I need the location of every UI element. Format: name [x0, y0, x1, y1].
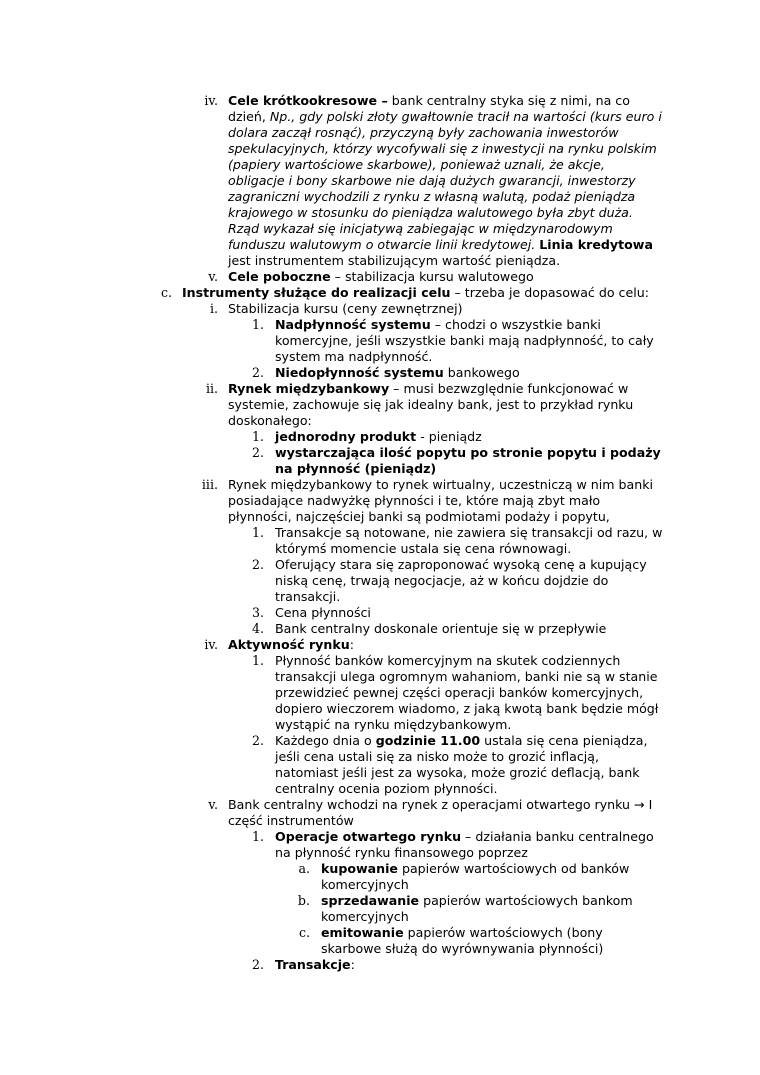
- list-number: 4.: [251, 621, 264, 636]
- text-line: natomiast jeśli jest za wysoka, może grozić deflacją, bank: [275, 765, 640, 780]
- term-heading: Nadpłynność systemu: [275, 317, 431, 332]
- list-number: 2.: [251, 557, 264, 572]
- example-text: obligacje i bony skarbowe nie dają dużych gwarancji, inwestorzy: [228, 173, 636, 188]
- list-number: c.: [160, 285, 172, 300]
- text-line: [275, 957, 355, 973]
- list-number: ii.: [205, 381, 218, 396]
- example-text: (papiery wartościowe skarbowe), ponieważ uznali, że akcje,: [228, 157, 605, 172]
- term-heading: jednorodny produkt: [275, 429, 417, 444]
- text-line: [321, 893, 633, 909]
- term-heading: godzinie 11.00: [375, 733, 481, 748]
- text-line: centralny ocenia poziom płynności.: [275, 781, 498, 796]
- text-run: Każdego dnia o: [275, 733, 376, 748]
- text-line: Rynek międzybankowy to rynek wirtualny, uczestniczą w nim banki: [228, 477, 654, 492]
- text-line: Płynność banków komercyjnym na skutek codziennych: [275, 653, 621, 668]
- text-line: [275, 429, 482, 445]
- text-line: [182, 285, 649, 301]
- text-run: ustala się cena pieniądza,: [480, 733, 648, 748]
- text-line: Transakcje są notowane, nie zawiera się transakcji od razu, w: [275, 525, 663, 540]
- text-line: jeśli cena ustali się za nisko może to grozić inflacją,: [275, 749, 600, 764]
- list-letter: c.: [298, 925, 310, 940]
- text-line: komercyjnych: [321, 909, 409, 924]
- text-line: posiadające nadwyżkę płynności i te, które mają zbyt mało: [228, 493, 601, 508]
- text-line: komercyjne, jeśli wszystkie banki mają nadpłynność, to cały: [275, 333, 654, 348]
- list-number: 1.: [251, 317, 264, 332]
- example-text: spekulacyjnych, którzy wycofywali się z inwestycji na rynku polskim: [228, 141, 657, 156]
- term-heading: na płynność (pieniądz): [275, 461, 437, 476]
- text-line: [275, 317, 601, 333]
- term-heading: Rynek międzybankowy: [228, 381, 390, 396]
- text-line: dopiero wieczorem wiadomo, z jaką kwotą bank będzie mógł: [275, 701, 659, 716]
- list-letter: a.: [298, 861, 310, 876]
- term-heading: Aktywność rynku: [228, 637, 350, 652]
- text-line: niską cenę, trwają negocjacje, aż w końcu dojdzie do: [275, 573, 609, 588]
- text-line: transakcji ulega ogromnym wahaniom, banki nie są w stanie: [275, 669, 658, 684]
- text-line: [275, 733, 647, 749]
- term-heading: kupowanie: [321, 861, 398, 876]
- text-run: – musi bezwzględnie funkcjonować w: [389, 381, 629, 396]
- list-number: 2.: [251, 957, 264, 972]
- text-line: na płynność rynku finansowego poprzez: [275, 845, 528, 860]
- term-heading: wystarczająca ilość popytu po stronie popytu i podaży: [275, 445, 661, 460]
- text-line: [228, 637, 354, 653]
- text-line: Stabilizacja kursu (ceny zewnętrznej): [228, 301, 463, 316]
- text-run: papierów wartościowych od banków: [397, 861, 630, 876]
- text-line: [228, 93, 630, 109]
- text-line: system ma nadpłynność.: [275, 349, 433, 364]
- text-line: [228, 269, 534, 285]
- list-number: 1.: [251, 829, 264, 844]
- example-text: funduszu walutowym o otwarcie linii kredytowej.: [228, 237, 536, 252]
- text-line: część instrumentów: [228, 813, 354, 828]
- text-run: bankowego: [443, 365, 520, 380]
- text-run: - pieniądz: [416, 429, 482, 444]
- list-number: v.: [208, 269, 218, 284]
- text-line: [321, 861, 629, 877]
- text-line: [275, 365, 520, 381]
- list-number: iii.: [201, 477, 218, 492]
- text-line: [228, 109, 662, 125]
- text-line: Oferujący stara się zaproponować wysoką cenę a kupujący: [275, 557, 647, 572]
- list-number: 1.: [251, 429, 264, 444]
- list-number: 2.: [251, 445, 264, 460]
- example-text: krajowego w stosunku do pieniądza walutowego była zbyt duża.: [228, 205, 633, 220]
- term-heading: Transakcje: [275, 957, 351, 972]
- text-run: – trzeba je dopasować do celu:: [450, 285, 649, 300]
- example-text: dolara zaczął rosnąć), przyczyną były zachowania inwestorów: [228, 125, 619, 140]
- list-number: i.: [209, 301, 218, 316]
- text-run: – działania banku centralnego: [461, 829, 654, 844]
- list-letter: b.: [297, 893, 310, 908]
- term-heading: Cele krótkookresowe –: [228, 93, 388, 108]
- text-line: doskonałego:: [228, 413, 312, 428]
- text-run: :: [349, 637, 354, 652]
- list-number: 2.: [251, 365, 264, 380]
- list-number: 2.: [251, 733, 264, 748]
- list-number: iv.: [204, 637, 218, 652]
- text-line: [321, 925, 603, 941]
- list-number: v.: [208, 797, 218, 812]
- text-run: – stabilizacja kursu walutowego: [330, 269, 534, 284]
- term-heading: sprzedawanie: [321, 893, 420, 908]
- text-line: Bank centralny doskonale orientuje się w przepływie: [275, 621, 607, 636]
- text-run: – chodzi o wszystkie banki: [430, 317, 601, 332]
- text-line: komercyjnych: [321, 877, 409, 892]
- text-line: Cena płynności: [275, 605, 371, 620]
- list-number: iv.: [204, 93, 218, 108]
- text-run: papierów wartościowych (bony: [403, 925, 603, 940]
- example-text: Np., gdy polski złoty gwałtownie tracił na wartości (kurs euro i: [269, 109, 662, 124]
- term-heading: Operacje otwartego rynku: [275, 829, 462, 844]
- text-run: dzień,: [228, 109, 270, 124]
- text-line: wystąpić na rynku międzybankowym.: [275, 717, 512, 732]
- text-run: bank centralny styka się z nimi, na co: [387, 93, 630, 108]
- list-number: 3.: [251, 605, 264, 620]
- term-heading: Cele poboczne: [228, 269, 331, 284]
- list-number: 1.: [251, 525, 264, 540]
- term-heading: Linia kredytowa: [539, 237, 653, 252]
- text-line: którymś momencie ustala się cena równowagi.: [275, 541, 572, 556]
- section-heading: Instrumenty służące do realizacji celu: [182, 285, 451, 300]
- term-heading: Niedopłynność systemu: [275, 365, 444, 380]
- text-line: jest instrumentem stabilizującym wartość pieniądza.: [228, 253, 561, 268]
- text-line: systemie, zachowuje się jak idealny bank, jest to przykład rynku: [228, 397, 634, 412]
- text-line: przewidzieć pewnej części operacji banków komercyjnych,: [275, 685, 644, 700]
- text-line: [275, 829, 654, 845]
- text-line: skarbowe służą do wyrównywania płynności): [321, 941, 604, 956]
- example-text: zagraniczni wychodzili z rynku z własną walutą, podaż pieniądza: [228, 189, 636, 204]
- example-text: Rząd wykazał się inicjatywą zabiegając w międzynarodowym: [228, 221, 613, 236]
- text-run: :: [350, 957, 355, 972]
- text-line: płynności, najczęściej banki są podmiotami podaży i popytu,: [228, 509, 610, 524]
- term-heading: emitowanie: [321, 925, 404, 940]
- text-line: [228, 237, 653, 253]
- list-number: 1.: [251, 653, 264, 668]
- text-run: papierów wartościowych bankom: [419, 893, 633, 908]
- text-line: [228, 381, 628, 397]
- text-line: Bank centralny wchodzi na rynek z operacjami otwartego rynku → I: [228, 797, 653, 812]
- text-line: transakcji.: [275, 589, 341, 604]
